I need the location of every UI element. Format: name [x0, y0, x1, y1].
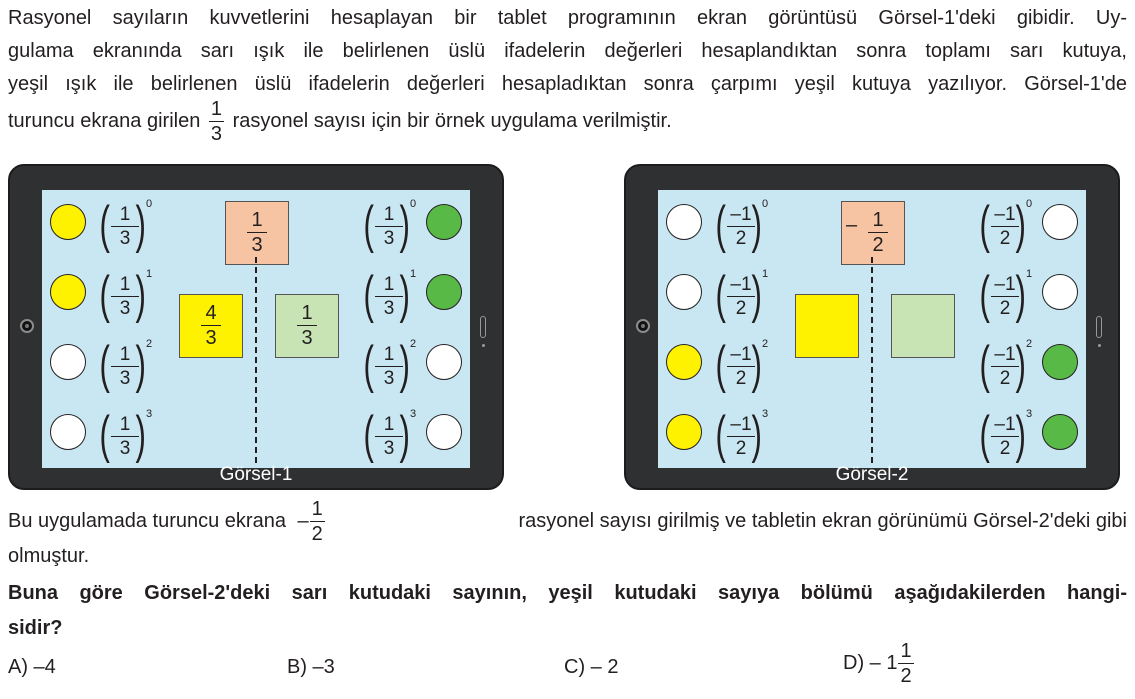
intro-line-1: Rasyonel sayıların kuvvetlerini hesaplayan bir tablet programının ekran görüntüsü Görsel-1'deki gibidir. Uy-: [8, 7, 1127, 29]
body-line-1: [8, 499, 1127, 544]
left-power-2: ( $\frac{-1}{2}$ ) 1: [715, 266, 769, 324]
yellow-box-num: 4: [201, 303, 220, 326]
right-power-1-num: –1: [991, 205, 1019, 227]
right-power-4-exp: 3: [410, 408, 417, 420]
right-light-2: [1042, 274, 1078, 310]
body-fraction-num: 1: [311, 498, 323, 520]
right-power-3-exp: 2: [410, 338, 417, 350]
left-power-4-exp: 3: [762, 408, 769, 420]
orange-input-box: [225, 201, 289, 265]
left-power-4: ( $\frac{-1}{2}$ ) 3: [715, 406, 769, 464]
camera-icon: [636, 319, 650, 333]
body-line-2: olmuştur.: [8, 545, 90, 567]
left-power-2: ( $\frac{1}{3}$ ) 1: [99, 266, 153, 324]
right-power-4-num: –1: [991, 415, 1019, 437]
right-light-4: [1042, 414, 1078, 450]
screen-gorsel-2: [658, 190, 1086, 468]
body-line-1-before: [8, 499, 328, 544]
left-power-2-num: –1: [727, 275, 755, 297]
home-button-icon: [1096, 316, 1102, 338]
left-power-3: ( $\frac{1}{3}$ ) 2: [99, 336, 153, 394]
option-d-fraction: [898, 641, 913, 686]
right-power-2-den: 3: [383, 298, 395, 319]
label-gorsel-1: Görsel-1: [219, 464, 293, 485]
right-power-4-den: 3: [383, 438, 395, 459]
right-power-4-num: 1: [375, 415, 403, 437]
divider-dashed-line: [871, 257, 873, 463]
option-d-num: 1: [900, 640, 912, 662]
left-power-1-den: 3: [119, 228, 131, 249]
intro-line-4-after: rasyonel sayısı için bir örnek uygulama verilmiştir.: [232, 109, 672, 132]
yellow-sum-box: [795, 294, 859, 358]
option-d-den: 2: [900, 665, 912, 687]
left-power-3: ( $\frac{-1}{2}$ ) 2: [715, 336, 769, 394]
left-power-2-exp: 1: [762, 268, 769, 280]
right-light-1: [426, 204, 462, 240]
right-power-2: ( $\frac{1}{3}$ ) 1: [363, 266, 417, 324]
tablet-gorsel-2: [624, 164, 1120, 490]
right-power-4-den: 2: [999, 438, 1011, 459]
left-power-1-exp: 0: [146, 198, 153, 210]
right-power-2-den: 2: [999, 298, 1011, 319]
intro-fraction: [209, 99, 224, 144]
right-light-1: [1042, 204, 1078, 240]
tablet-gorsel-1: [8, 164, 504, 490]
body-fraction: [310, 499, 325, 544]
orange-input-box: [841, 201, 905, 265]
yellow-box-den: 3: [205, 327, 217, 349]
right-power-1-num: 1: [375, 205, 403, 227]
body-fraction-den: 2: [311, 523, 323, 545]
left-power-4-den: 2: [735, 438, 747, 459]
question-line-2: sidir?: [8, 617, 63, 639]
body-line-1-after: rasyonel sayısı girilmiş ve tabletin ekran görünümü Görsel-2'deki gibi: [518, 510, 1127, 532]
yellow-sum-box: [179, 294, 243, 358]
orange-den: 3: [251, 234, 263, 256]
right-light-3: [426, 344, 462, 380]
orange-num: 1: [868, 210, 887, 233]
green-box-den: 3: [301, 327, 313, 349]
left-power-1-den: 2: [735, 228, 747, 249]
green-box-num: 1: [297, 303, 316, 326]
left-light-3: [50, 344, 86, 380]
right-power-3: ( $\frac{1}{3}$ ) 2: [363, 336, 417, 394]
left-power-1-num: 1: [111, 205, 139, 227]
right-power-1-exp: 0: [410, 198, 417, 210]
left-power-2-exp: 1: [146, 268, 153, 280]
green-product-box: [275, 294, 339, 358]
option-b[interactable]: B) –3: [287, 656, 335, 678]
orange-den: 2: [872, 234, 884, 256]
left-light-2: [50, 274, 86, 310]
right-power-1-den: 3: [383, 228, 395, 249]
camera-icon: [20, 319, 34, 333]
right-power-3-num: –1: [991, 345, 1019, 367]
left-light-2: [666, 274, 702, 310]
option-a[interactable]: A) –4: [8, 656, 56, 678]
right-power-2-exp: 1: [410, 268, 417, 280]
left-power-1-exp: 0: [762, 198, 769, 210]
left-light-4: [666, 414, 702, 450]
question-line-1: Buna göre Görsel-2'deki sarı kutudaki sayının, yeşil kutudaki sayıya bölümü aşağıdakilerden hangi-: [8, 582, 1127, 604]
left-power-3-num: 1: [111, 345, 139, 367]
right-power-4-exp: 3: [1026, 408, 1033, 420]
intro-line-3: yeşil ışık ile belirlenen üslü ifadelerin değerleri hesapladıktan sonra çarpımı yeşil kutuya yazılıyor. Görsel-1'de: [8, 73, 1127, 95]
sensor-dot-icon: [482, 344, 485, 347]
left-light-3: [666, 344, 702, 380]
orange-sign: –: [846, 214, 858, 236]
right-light-3: [1042, 344, 1078, 380]
right-power-3-den: 2: [999, 368, 1011, 389]
right-power-3-num: 1: [375, 345, 403, 367]
right-power-3-exp: 2: [1026, 338, 1033, 350]
right-power-1: ( $\frac{1}{3}$ ) 0: [363, 196, 417, 254]
right-power-2-num: 1: [375, 275, 403, 297]
intro-fraction-den: 3: [210, 123, 223, 145]
right-power-4: ( $\frac{-1}{2}$ ) 3: [979, 406, 1033, 464]
right-power-3: ( $\frac{-1}{2}$ ) 2: [979, 336, 1033, 394]
right-power-3-den: 3: [383, 368, 395, 389]
left-power-4-num: 1: [111, 415, 139, 437]
body-sign: –: [297, 509, 309, 532]
orange-num: 1: [247, 210, 266, 233]
body-before-text: Bu uygulamada turuncu ekrana: [8, 509, 286, 532]
left-power-2-den: 2: [735, 298, 747, 319]
divider-dashed-line: [255, 257, 257, 463]
left-light-1: [50, 204, 86, 240]
left-power-3-den: 3: [119, 368, 131, 389]
right-power-2: ( $\frac{-1}{2}$ ) 1: [979, 266, 1033, 324]
left-power-3-exp: 2: [762, 338, 769, 350]
left-power-4-den: 3: [119, 438, 131, 459]
intro-line-4: [8, 99, 1127, 144]
left-power-2-den: 3: [119, 298, 131, 319]
green-product-box: [891, 294, 955, 358]
left-power-3-exp: 2: [146, 338, 153, 350]
intro-fraction-num: 1: [210, 98, 223, 120]
sensor-dot-icon: [1098, 344, 1101, 347]
home-button-icon: [480, 316, 486, 338]
intro-line-2: gulama ekranında sarı ışık ile belirlenen üslü ifadelerin değerleri hesaplandıktan sonra toplamı sarı kutuya,: [8, 40, 1127, 62]
label-gorsel-2: Görsel-2: [835, 464, 909, 485]
left-light-1: [666, 204, 702, 240]
screen-gorsel-1: [42, 190, 470, 468]
left-power-4-num: –1: [727, 415, 755, 437]
left-power-3-num: –1: [727, 345, 755, 367]
intro-line-4-before: turuncu ekrana girilen: [8, 109, 201, 132]
right-power-1: ( $\frac{-1}{2}$ ) 0: [979, 196, 1033, 254]
option-d-prefix: D) – 1: [843, 652, 898, 674]
left-power-1-num: –1: [727, 205, 755, 227]
left-power-4: ( $\frac{1}{3}$ ) 3: [99, 406, 153, 464]
left-power-2-num: 1: [111, 275, 139, 297]
option-c[interactable]: C) – 2: [564, 656, 619, 678]
right-power-4: ( $\frac{1}{3}$ ) 3: [363, 406, 417, 464]
left-power-4-exp: 3: [146, 408, 153, 420]
left-power-3-den: 2: [735, 368, 747, 389]
right-power-2-exp: 1: [1026, 268, 1033, 280]
left-power-1: ( $\frac{-1}{2}$ ) 0: [715, 196, 769, 254]
option-d[interactable]: [843, 641, 917, 686]
left-power-1: ( $\frac{1}{3}$ ) 0: [99, 196, 153, 254]
right-power-1-den: 2: [999, 228, 1011, 249]
right-light-2: [426, 274, 462, 310]
right-power-1-exp: 0: [1026, 198, 1033, 210]
left-light-4: [50, 414, 86, 450]
right-power-2-num: –1: [991, 275, 1019, 297]
right-light-4: [426, 414, 462, 450]
